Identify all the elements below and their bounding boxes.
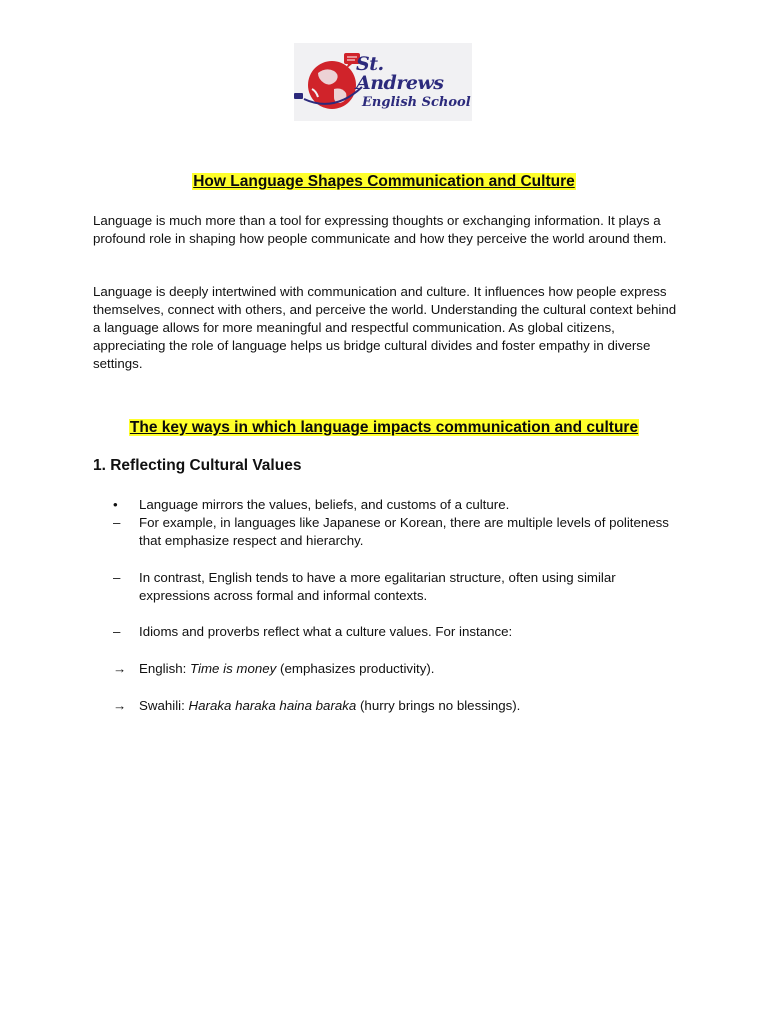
list-item-text: For example, in languages like Japanese or Korean, there are multiple levels of politeness that emphasize respect and hierarchy. <box>139 515 669 548</box>
arrow-right-icon: → <box>113 698 127 713</box>
dash-icon: – <box>113 624 121 639</box>
logo-line2: English School <box>362 95 471 110</box>
logo-line1: St. Andrews <box>356 53 444 94</box>
example-proverb: Haraka haraka haina baraka <box>188 698 357 713</box>
example-proverb: Time is money <box>190 661 277 676</box>
example-language: English: <box>139 661 190 676</box>
subsection-heading: 1. Reflecting Cultural Values <box>93 457 302 474</box>
document-title-text: How Language Shapes Communication and Culture <box>193 173 575 190</box>
example-meaning: (emphasizes productivity). <box>276 661 435 676</box>
list-item-text <box>139 697 674 715</box>
intro-paragraph-2: Language is deeply intertwined with communication and culture. It influences how people express themselves, connect with others, and perceive the world. Understanding the cultural context behind a language allows for more meaningful and respectful communication. As global citizens, appreciating the role of language helps us bridge cultural divides and foster empathy in diverse settings. <box>93 284 677 371</box>
section-title-text: The key ways in which language impacts communication and culture <box>129 419 639 436</box>
example-meaning: (hurry brings no blessings). <box>356 698 521 713</box>
school-logo <box>294 43 472 121</box>
list-item-text: Idioms and proverbs reflect what a culture values. For instance: <box>139 624 513 639</box>
arrow-right-icon: → <box>113 661 127 676</box>
example-language: Swahili: <box>139 698 189 713</box>
logo-text <box>356 55 472 109</box>
document-title <box>0 173 768 191</box>
bullet-icon: • <box>113 497 118 512</box>
list-item-text <box>139 660 674 678</box>
intro-paragraph-1: Language is much more than a tool for expressing thoughts or exchanging information. It plays a profound role in shaping how people communicate and how they perceive the world around them. <box>93 213 667 246</box>
dash-icon: – <box>113 570 121 585</box>
list-item-text: In contrast, English tends to have a more egalitarian structure, often using similar expressions across formal and informal contexts. <box>139 570 616 603</box>
list-item-text: Language mirrors the values, beliefs, and customs of a culture. <box>139 497 510 512</box>
section-title <box>0 419 768 437</box>
dash-icon: – <box>113 515 121 530</box>
